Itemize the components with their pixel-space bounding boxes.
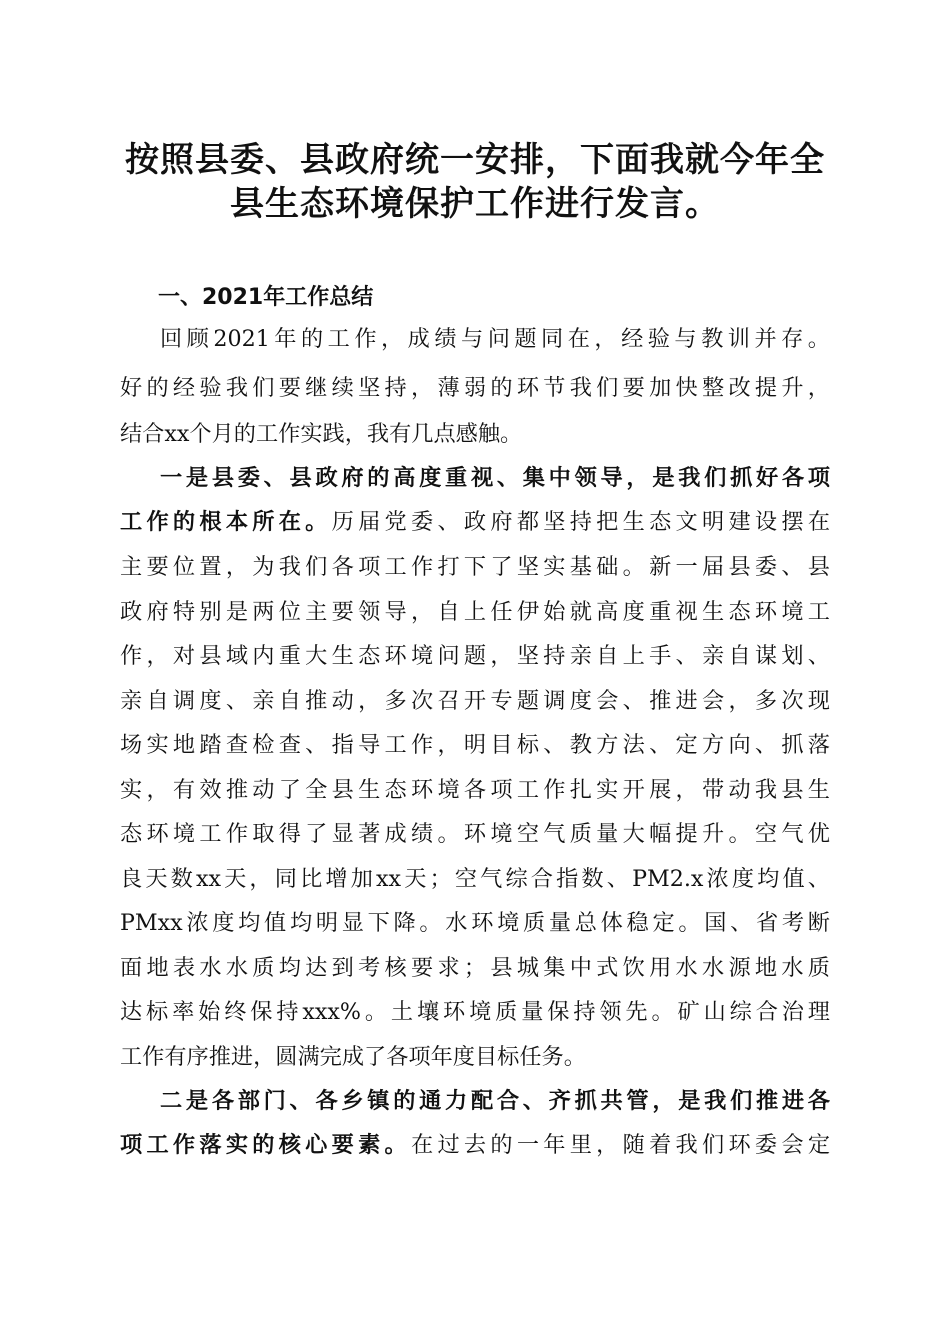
paragraph-2-line-12: 面地表水水质均达到考核要求；县城集中式饮用水水源地水质 <box>120 955 830 981</box>
paragraph-2-line-2-text: 历届党委、政府都坚持把生态文明建设摆在 <box>331 509 831 535</box>
paragraph-3-lead-line: 二是各部门、各乡镇的通力配合、齐抓共管，是我们推进各 <box>160 1088 830 1114</box>
paragraph-1-line-2: 好的经验我们要继续坚持，薄弱的环节我们要加快整改提升， <box>120 375 830 401</box>
document-title-line-1: 按照县委、县政府统一安排，下面我就今年全 <box>125 140 825 180</box>
paragraph-2-line-7: 场实地踏查检查、指导工作，明目标、教方法、定方向、抓落 <box>120 732 830 758</box>
paragraph-2-line-6: 亲自调度、亲自推动，多次召开专题调度会、推进会，多次现 <box>120 688 830 714</box>
paragraph-3-line-2-text: 在过去的一年里，随着我们环委会定 <box>411 1132 831 1158</box>
paragraph-2-line-3: 主要位置，为我们各项工作打下了坚实基础。新一届县委、县 <box>120 554 830 580</box>
paragraph-2-line-14: 工作有序推进，圆满完成了各项年度目标任务。 <box>120 1044 586 1070</box>
paragraph-2-line-13: 达标率始终保持xxx%。土壤环境质量保持领先。矿山综合治理 <box>120 999 830 1025</box>
paragraph-2-line-8: 实，有效推动了全县生态环境各项工作扎实开展，带动我县生 <box>120 777 830 803</box>
paragraph-3-lead-end: 项工作落实的核心要素。 <box>120 1132 411 1158</box>
paragraph-2-line-9: 态环境工作取得了显著成绩。环境空气质量大幅提升。空气优 <box>120 821 830 847</box>
paragraph-2-line-2 <box>120 506 830 538</box>
paragraph-1-line-1: 回顾2021年的工作，成绩与问题同在，经验与教训并存。 <box>160 326 830 352</box>
paragraph-2-line-11: PMxx浓度均值均明显下降。水环境质量总体稳定。国、省考断 <box>120 910 830 936</box>
paragraph-2-line-5: 作，对县域内重大生态环境问题，坚持亲自上手、亲自谋划、 <box>120 643 830 669</box>
paragraph-2-lead-line: 一是县委、县政府的高度重视、集中领导，是我们抓好各项 <box>160 465 830 491</box>
paragraph-2-line-4: 政府特别是两位主要领导，自上任伊始就高度重视生态环境工 <box>120 599 830 625</box>
paragraph-3-line-2 <box>120 1129 830 1161</box>
paragraph-1-line-3: 结合xx个月的工作实践，我有几点感触。 <box>120 421 523 447</box>
paragraph-2-line-10: 良天数xx天，同比增加xx天；空气综合指数、PM2.x浓度均值、 <box>120 866 830 892</box>
section-heading-2021-summary: 一、2021年工作总结 <box>158 285 374 310</box>
paragraph-2-lead-end: 工作的根本所在。 <box>120 509 332 535</box>
document-title-line-2: 县生态环境保护工作进行发言。 <box>230 184 720 224</box>
